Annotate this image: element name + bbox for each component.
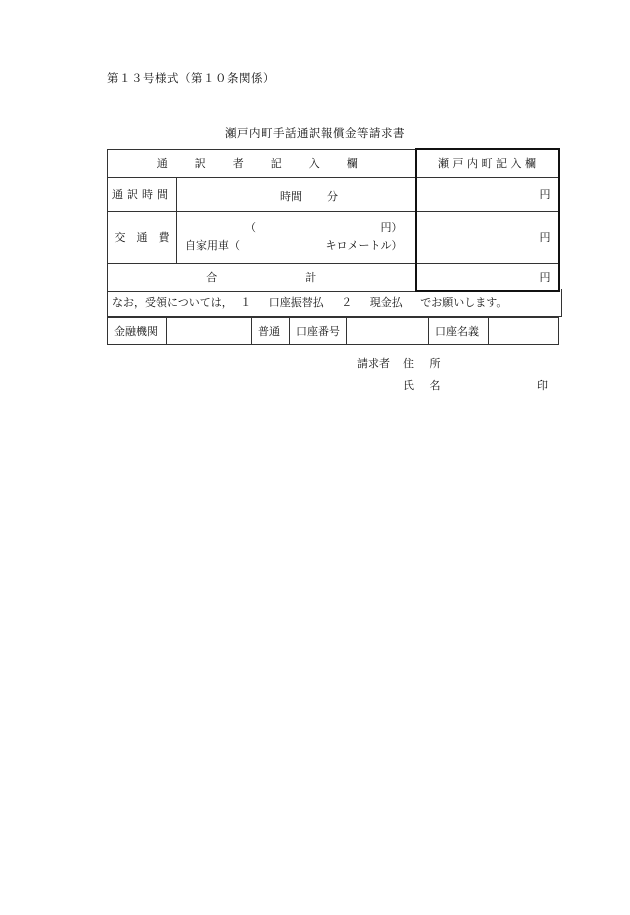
payment-method-notice: なお，受領については， １ 口座振替払 ２ 現金払 でお願いします。 [107, 289, 562, 317]
interpret-time-amount[interactable]: 円 [416, 177, 559, 211]
claimant-label: 請求者 [357, 357, 390, 370]
form-number: 第１３号様式（第１０条関係） [107, 71, 275, 85]
option-cash[interactable]: 現金払 [369, 296, 403, 309]
town-column-header: 瀬 戸 内 町 記 入 欄 [416, 149, 559, 177]
claimant-address-label: 住 所 [403, 357, 447, 370]
private-car-line: 自家用車（ キロメートル） [185, 239, 403, 252]
institution-input[interactable] [167, 318, 252, 345]
option-cash-number[interactable]: ２ [341, 296, 353, 309]
account-holder-label: 口座名義 [429, 318, 489, 345]
transport-fare-line: （ 円） [245, 221, 403, 234]
account-type: 普通 [252, 318, 290, 345]
total-label: 合 計 [108, 263, 416, 291]
transport-amount[interactable]: 円 [416, 211, 559, 263]
seal-mark: 印 [537, 379, 548, 392]
account-number-label: 口座番号 [290, 318, 347, 345]
account-number-input[interactable] [347, 318, 429, 345]
account-holder-input[interactable] [489, 318, 559, 345]
transport-label: 交 通 費 [108, 211, 177, 263]
minutes-unit: 分 [327, 189, 338, 203]
option-bank-transfer-number[interactable]: １ [240, 296, 252, 309]
transport-input[interactable] [177, 211, 416, 263]
interpreter-column-header: 通 訳 者 記 入 欄 [108, 149, 416, 177]
interpret-time-label: 通訳時間 [108, 177, 177, 211]
total-amount[interactable]: 円 [416, 263, 559, 291]
option-bank-transfer[interactable]: 口座振替払 [268, 296, 324, 309]
institution-label: 金融機関 [108, 318, 167, 345]
claim-table [107, 148, 560, 292]
interpret-time-input[interactable] [177, 177, 416, 211]
hours-unit: 時間 [280, 189, 302, 203]
document-title: 瀬戸内町手話通訳報償金等請求書 [225, 126, 405, 140]
claimant-name-label: 氏 名 [403, 379, 447, 392]
bank-account-table [107, 317, 559, 345]
